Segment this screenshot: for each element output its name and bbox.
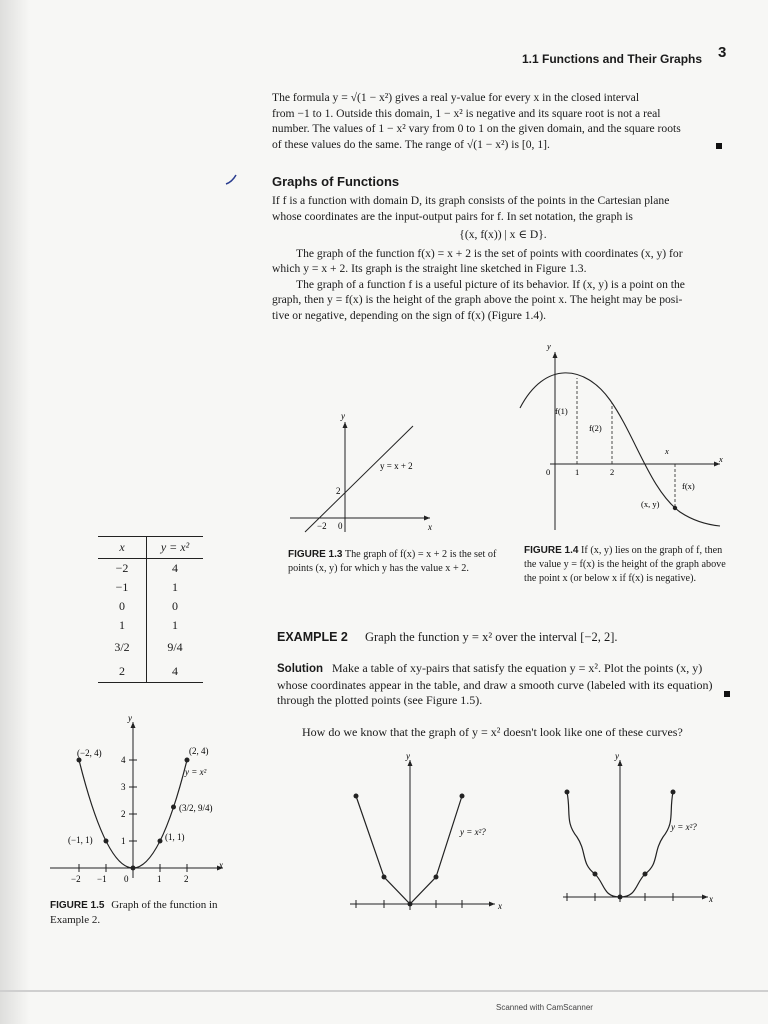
- plotted-point: [643, 872, 648, 877]
- page-edge-shadow: [0, 0, 30, 1024]
- line-label: y = x + 2: [380, 461, 413, 471]
- label-neg2-4: (−2, 4): [77, 748, 102, 758]
- plotted-point: [460, 794, 465, 799]
- y-axis-label: y: [341, 411, 345, 421]
- table-row: [98, 559, 203, 578]
- figure-1-4-caption: [524, 544, 729, 586]
- point-1-1: [158, 839, 163, 844]
- x-axis-label: x: [428, 522, 432, 532]
- scan-edge-line: [0, 990, 768, 992]
- line-y-equals-x-plus-2: [305, 426, 413, 532]
- set-notation: {(x, f(x)) | x ∈ D}.: [459, 228, 547, 241]
- y-axis-label: y: [615, 752, 619, 761]
- table-row: [98, 635, 203, 661]
- table-cell: 1: [98, 616, 147, 635]
- table-cell: 0: [98, 597, 147, 616]
- alt-curve-left-graph: [340, 752, 510, 912]
- section-text: [272, 193, 734, 323]
- figure-1-3-caption: [288, 548, 498, 576]
- y-tick-label: 1: [121, 836, 126, 846]
- x-axis-label: x: [219, 860, 223, 870]
- table-header-x: x: [98, 537, 147, 559]
- qed-mark: [724, 691, 730, 697]
- label-3-2-9-4: (3/2, 9/4): [179, 803, 213, 813]
- x-tick-label: −2: [71, 874, 81, 884]
- intro-line: number. The values of 1 − x² vary from 0 to 1 on the given domain, and the square roots: [272, 122, 681, 135]
- y-tick-label: 3: [121, 782, 126, 792]
- xy-table: [98, 536, 203, 683]
- x-tick-label: 0: [124, 874, 129, 884]
- figure-1-3-graph: [285, 410, 445, 535]
- figure-1-4-caption-text: If (x, y) lies on the graph of f, then the value y = f(x) is the height of the graph above the point x (or below x if f(x) is negative).: [524, 545, 726, 584]
- label-1-1: (1, 1): [165, 832, 185, 842]
- label-x-point: x: [665, 446, 669, 456]
- table-row: [98, 578, 203, 597]
- tick-origin: 0: [338, 521, 343, 531]
- table-cell: 4: [172, 663, 178, 678]
- label-f2: f(2): [589, 423, 602, 433]
- tick-x-neg2: −2: [317, 521, 327, 531]
- figure-1-5-graph: [45, 712, 235, 897]
- intro-paragraph: [272, 90, 732, 152]
- plotted-point: [434, 875, 439, 880]
- solution-label: Solution: [277, 663, 323, 675]
- example-question: How do we know that the graph of y = x² doesn't look like one of these curves?: [302, 725, 683, 739]
- example-title: EXAMPLE 2: [277, 630, 348, 644]
- curve-label: y = x²: [185, 767, 207, 777]
- figure-1-3-label: FIGURE 1.3: [288, 549, 343, 560]
- label-2-4: (2, 4): [189, 746, 209, 756]
- margin-check-mark: [224, 172, 240, 188]
- plotted-point: [618, 895, 623, 900]
- label-point: (x, y): [641, 499, 660, 509]
- table-row: [98, 597, 203, 616]
- point-xy: [673, 506, 677, 510]
- plotted-point: [565, 790, 570, 795]
- table-cell: −2: [98, 559, 147, 578]
- running-header: 1.1 Functions and Their Graphs: [522, 52, 703, 66]
- qed-mark: [716, 143, 722, 149]
- tick-origin: 0: [546, 467, 551, 477]
- figure-1-5-caption: [50, 898, 250, 927]
- y-tick-label: 4: [121, 755, 126, 765]
- plotted-point: [408, 902, 413, 907]
- y-axis-arrow: [343, 422, 348, 428]
- x-axis-arrow: [702, 895, 708, 900]
- figure-1-3-caption-text: The graph of f(x) = x + 2 is the set of points (x, y) for which y has the value x + 2.: [288, 549, 497, 574]
- table-row: [98, 616, 203, 635]
- text-line: tive or negative, depending on the sign of f(x) (Figure 1.4).: [272, 308, 546, 322]
- intro-line: of these values do the same. The range of √(1 − x²) is [0, 1].: [272, 137, 550, 151]
- example-prompt: Graph the function y = x² over the interval [−2, 2].: [364, 630, 618, 644]
- y-axis-arrow: [553, 352, 558, 358]
- point-origin: [131, 866, 136, 871]
- text-line: which y = x + 2. Its graph is the straight line sketched in Figure 1.3.: [272, 262, 587, 275]
- figure-1-4-label: FIGURE 1.4: [524, 545, 579, 556]
- table-cell: 1: [172, 617, 178, 632]
- figure-1-5-caption-text: Graph of the function in Example 2.: [50, 899, 218, 926]
- curve-label: y = x²?: [460, 827, 486, 837]
- x-axis-label: x: [719, 454, 723, 464]
- scan-footer: Scanned with CamScanner: [496, 1003, 593, 1012]
- x-axis-arrow: [424, 516, 430, 521]
- x-axis-label: x: [498, 901, 502, 911]
- y-axis-label: y: [128, 713, 132, 723]
- tick-y-2: 2: [336, 486, 341, 496]
- text-line: The graph of a function f is a useful picture of its behavior. If (x, y) is a point on the: [296, 277, 685, 291]
- xy-table-wrapper: [98, 536, 203, 683]
- table-cell: 0: [172, 598, 178, 613]
- solution-text: through the plotted points (see Figure 1.5).: [277, 693, 483, 707]
- solution-text: whose coordinates appear in the table, and draw a smooth curve (labeled with its equation): [277, 677, 713, 692]
- table-cell: 2: [98, 661, 147, 683]
- label-fx: f(x): [682, 481, 695, 491]
- tick-1: 1: [575, 467, 580, 477]
- example-heading: [277, 630, 737, 645]
- x-axis-label: x: [709, 894, 713, 904]
- y-tick-label: 2: [121, 809, 126, 819]
- text-line: graph, then y = f(x) is the height of the graph above the point x. The height may be posi-: [272, 293, 683, 306]
- table-row: [98, 661, 203, 683]
- alt-curve-right-graph: [553, 752, 723, 912]
- function-curve: [520, 373, 720, 526]
- figure-1-5-label: FIGURE 1.5: [50, 900, 105, 911]
- page-number: 3: [718, 44, 727, 61]
- point-3-2-9-4: [171, 805, 176, 810]
- x-tick-label: −1: [97, 874, 107, 884]
- plotted-point: [593, 872, 598, 877]
- x-tick-label: 1: [157, 874, 162, 884]
- solution-paragraph: [277, 661, 737, 709]
- jagged-curve: [356, 796, 462, 904]
- point-neg1-1: [104, 839, 109, 844]
- intro-line: from −1 to 1. Outside this domain, 1 − x² is negative and its square root is not a real: [272, 106, 661, 120]
- table-cell: 9/4: [167, 640, 183, 654]
- text-line: If f is a function with domain D, its graph consists of the points in the Cartesian plane: [272, 194, 670, 207]
- intro-line: The formula y = √(1 − x²) gives a real y-value for every x in the closed interval: [272, 91, 640, 104]
- plotted-point: [671, 790, 676, 795]
- table-cell: 3/2: [98, 635, 147, 661]
- point-neg2-4: [77, 758, 82, 763]
- table-header-y: y = x²: [160, 540, 190, 554]
- x-tick-label: 2: [184, 874, 189, 884]
- y-axis-label: y: [547, 341, 551, 351]
- table-cell: 1: [172, 579, 178, 594]
- label-f1: f(1): [555, 406, 568, 416]
- text-line: whose coordinates are the input-output pairs for f. In set notation, the graph is: [272, 209, 633, 223]
- curve-label: y = x²?: [671, 822, 697, 832]
- text-line: The graph of the function f(x) = x + 2 is the set of points with coordinates (x, y) for: [296, 246, 683, 260]
- plotted-point: [354, 794, 359, 799]
- x-axis-arrow: [489, 902, 495, 907]
- label-neg1-1: (−1, 1): [68, 835, 93, 845]
- solution-text: Make a table of xy-pairs that satisfy the equation y = x². Plot the points (x, y): [332, 661, 703, 675]
- tick-2: 2: [610, 467, 615, 477]
- plotted-point: [382, 875, 387, 880]
- table-cell: −1: [98, 578, 147, 597]
- y-axis-label: y: [406, 752, 410, 761]
- figure-1-4-graph: [515, 340, 730, 535]
- point-2-4: [185, 758, 190, 763]
- section-heading: Graphs of Functions: [272, 174, 400, 189]
- table-cell: 4: [172, 560, 178, 575]
